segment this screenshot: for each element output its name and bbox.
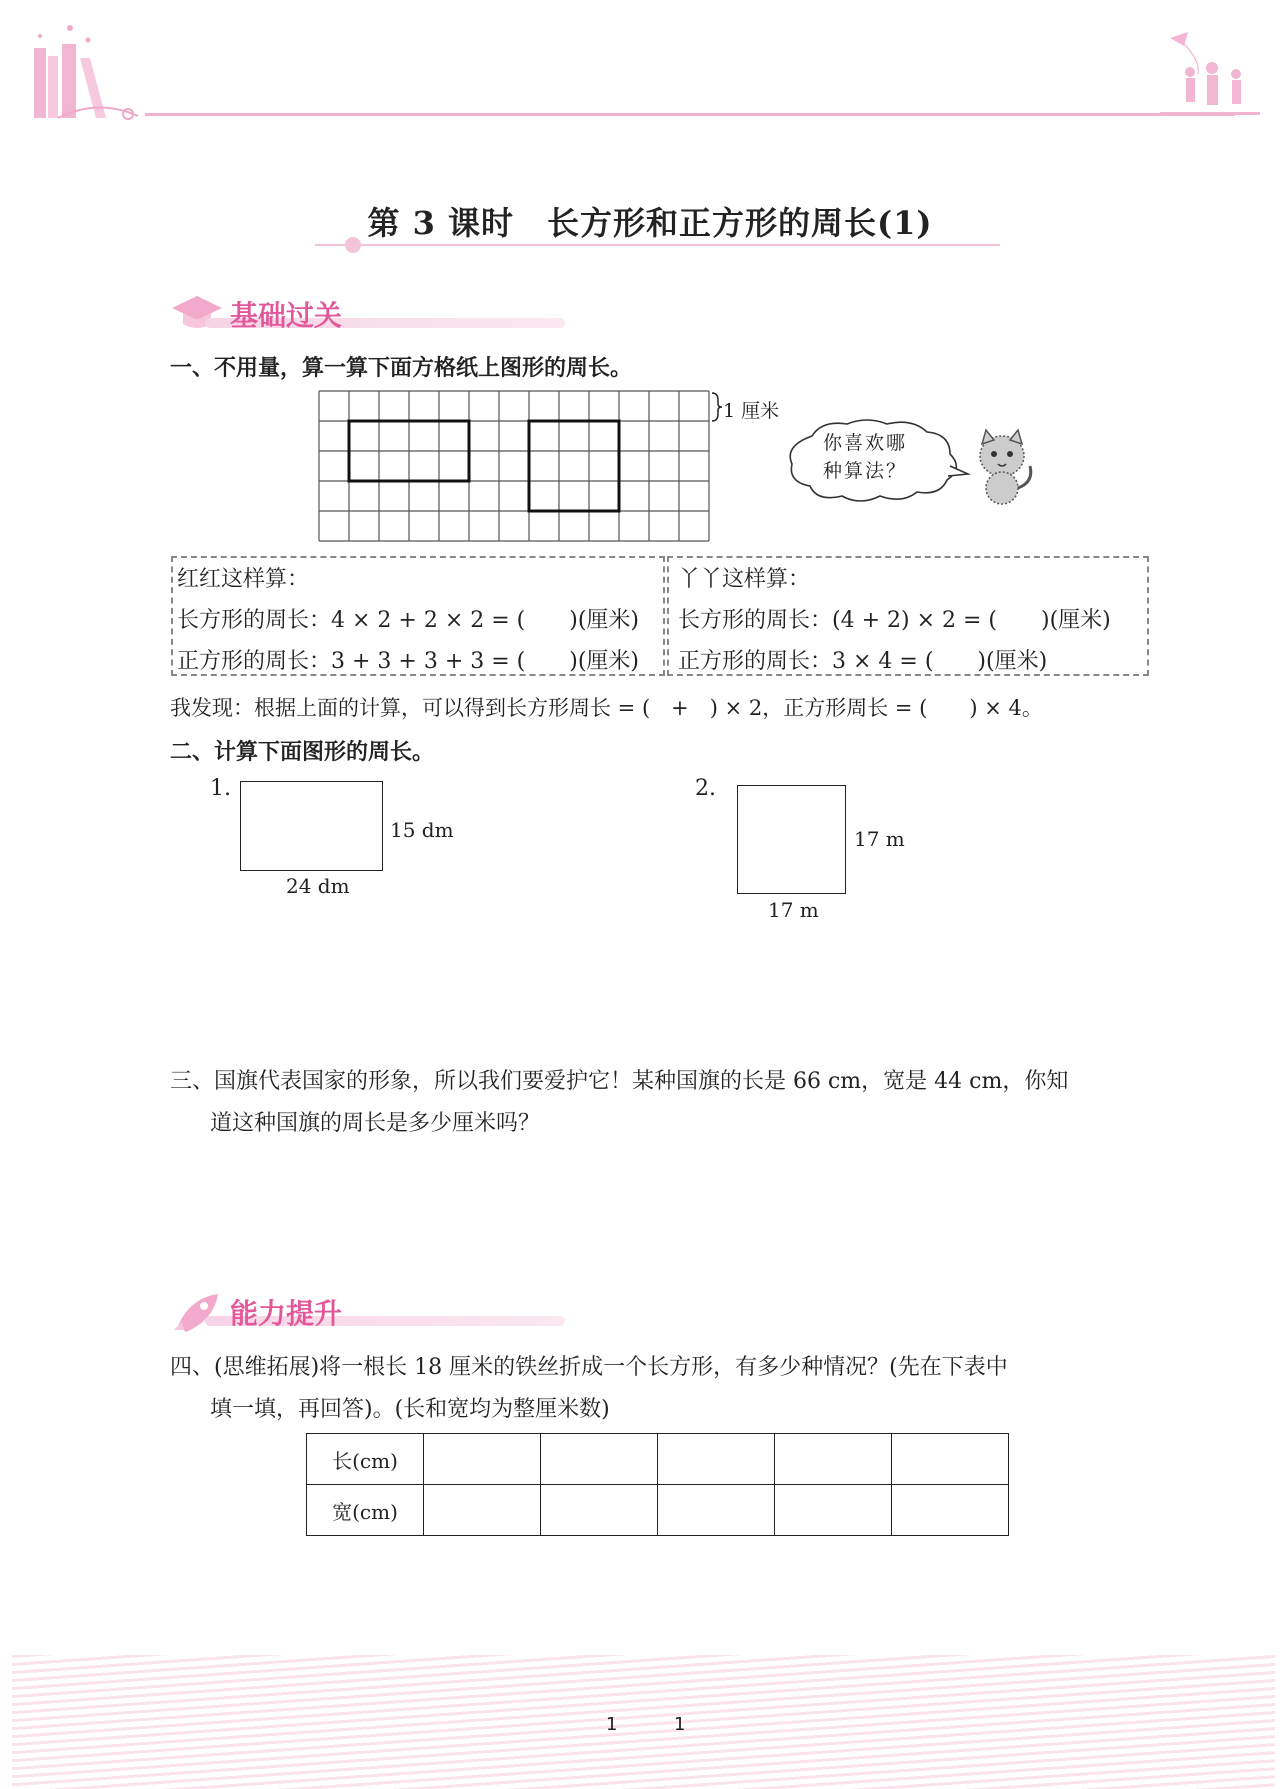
grid-square	[529, 421, 619, 511]
q2-figure2-height-label: 17 m	[854, 827, 905, 851]
honghong-square-formula: 正方形的周长：3 + 3 + 3 + 3 = ( )(厘米)	[177, 649, 640, 674]
q2-figure2-square	[737, 785, 846, 894]
q3-line-1: 三、国旗代表国家的形象，所以我们要爱护它！某种国旗的长是 66 cm，宽是 44 cm，你知	[170, 1069, 1069, 1094]
q1-prompt: 一、不用量，算一算下面方格纸上图形的周长。	[170, 356, 633, 381]
section-title-advanced: 能力提升	[230, 1297, 343, 1330]
length-cell-2[interactable]	[541, 1434, 658, 1485]
q2-figure1-height-label: 15 dm	[390, 818, 454, 842]
length-cell-4[interactable]	[775, 1434, 892, 1485]
q4-line-1: 四、(思维拓展)将一根长 18 厘米的铁丝折成一个长方形，有多少种情况？(先在下表中	[170, 1355, 1008, 1380]
title-underline	[315, 244, 1000, 246]
q4-line-2: 填一填，再回答)。(长和宽均为整厘米数)	[210, 1397, 610, 1422]
scale-label: 1 厘米	[723, 400, 780, 422]
q2-figure1-width-label: 24 dm	[286, 874, 350, 898]
section-banner-basic	[170, 292, 590, 334]
section-title-basic: 基础过关	[230, 299, 343, 332]
section-banner-advanced	[170, 1290, 590, 1332]
yaya-square-formula: 正方形的周长：3 × 4 = ( )(厘米)	[678, 649, 1048, 674]
page-number-digit-1: 1	[606, 1714, 618, 1735]
q2-prompt: 二、计算下面图形的周长。	[170, 740, 435, 765]
bubble-line-1: 你喜欢哪	[823, 432, 908, 454]
row-header-width: 宽(cm)	[307, 1485, 424, 1536]
grid-paper	[318, 390, 710, 542]
width-cell-3[interactable]	[658, 1485, 775, 1536]
honghong-rect-formula: 长方形的周长：4 × 2 + 2 × 2 = ( )(厘米)	[177, 608, 640, 633]
cat-mascot-icon	[972, 426, 1038, 508]
length-cell-3[interactable]	[658, 1434, 775, 1485]
header-children-kite-decoration	[1160, 30, 1260, 120]
width-cell-2[interactable]	[541, 1485, 658, 1536]
width-cell-5[interactable]	[892, 1485, 1009, 1536]
discovery-statement: 我发现：根据上面的计算，可以得到长方形周长 = ( + ) × 2，正方形周长 = ( ) × 4。	[170, 696, 1043, 720]
row-header-length: 长(cm)	[307, 1434, 424, 1485]
length-cell-1[interactable]	[424, 1434, 541, 1485]
page-number-digit-2: 1	[674, 1714, 686, 1735]
q2-figure1-number: 1.	[210, 776, 231, 801]
length-cell-5[interactable]	[892, 1434, 1009, 1485]
bubble-line-2: 种算法？	[823, 460, 908, 482]
width-cell-1[interactable]	[424, 1485, 541, 1536]
lesson-title: 第 3 课时 长方形和正方形的周长(1)	[367, 204, 933, 242]
q3-line-2: 道这种国旗的周长是多少厘米吗？	[210, 1111, 541, 1136]
title-underline-dot	[345, 237, 361, 253]
q2-figure1-rectangle	[240, 781, 383, 871]
table-row-width	[307, 1485, 1009, 1536]
yaya-title: 丫丫这样算：	[678, 567, 811, 592]
q4-answer-table	[306, 1433, 1009, 1536]
scale-brace	[710, 392, 724, 422]
yaya-rect-formula: 长方形的周长：(4 + 2) × 2 = ( )(厘米)	[678, 608, 1111, 633]
honghong-title: 红红这样算：	[177, 567, 310, 592]
footer-stripes	[12, 1655, 1275, 1789]
header-rule	[145, 113, 1235, 116]
table-row-length	[307, 1434, 1009, 1485]
q2-figure2-number: 2.	[695, 776, 716, 801]
width-cell-4[interactable]	[775, 1485, 892, 1536]
rocket-icon	[170, 1290, 224, 1334]
q2-figure2-width-label: 17 m	[768, 898, 819, 922]
header-books-decoration	[28, 18, 158, 133]
